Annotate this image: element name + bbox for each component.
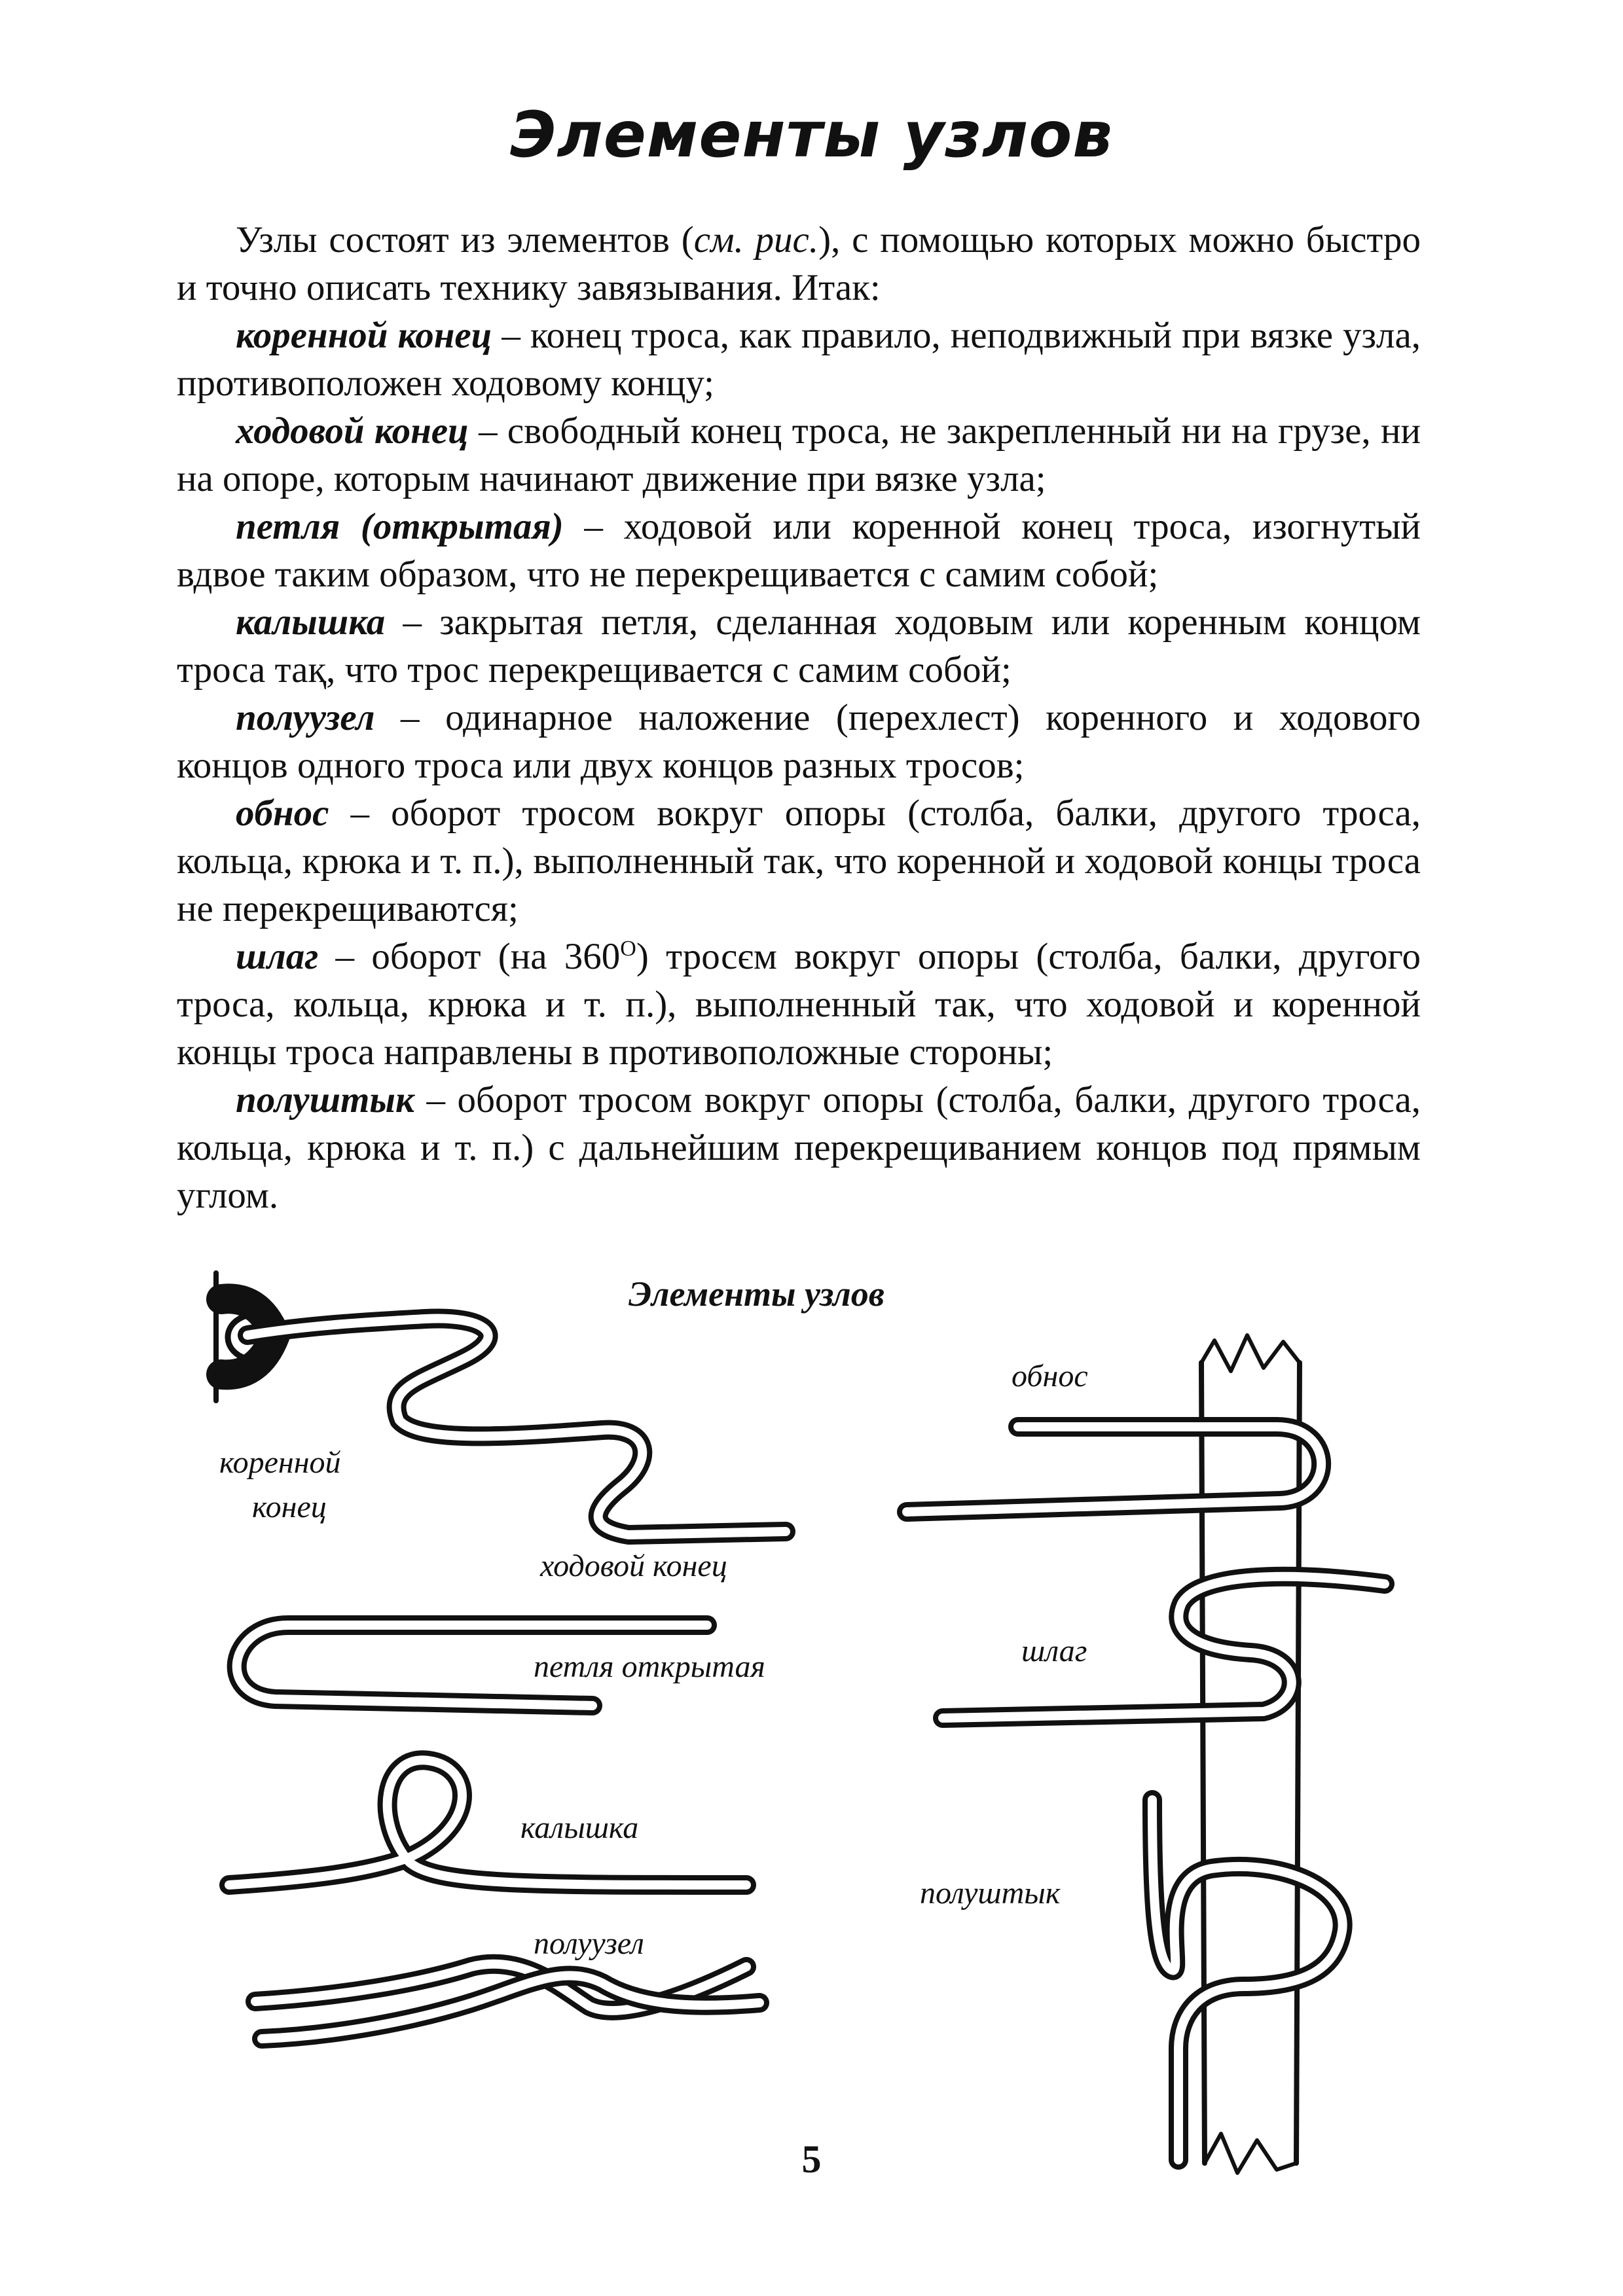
label-kalyshka: калышка — [520, 1810, 639, 1845]
definition-half-knot: полуузел – одинарное наложение (перехлест) коренного и ходового концов одного троса или двух концов разных тросов; — [177, 697, 1421, 786]
kalyshka-rope-icon — [229, 1760, 746, 1885]
obnos-rope-icon — [907, 1427, 1321, 1512]
figure-title: Элементы узлов — [629, 1274, 884, 1314]
definition-obnos: обнос – оборот тросом вокруг опоры (столба, балки, другого троса, кольца, крюка и т. п.), выполненный так, что коренной и ходовой концы троса не перекрещиваются; — [177, 793, 1421, 929]
definition-shlag: шлаг – оборот (на $360^O$) тросєм вокруг опоры (столба, балки, другого троса, кольца, крюка и т. п.), выполненный так, что ходовой и коренной концы троса направлены в противоположные стороны; — [177, 936, 1421, 1073]
label-root-end-line1: коренной — [219, 1445, 341, 1480]
half-hitch-rope-icon — [1152, 1800, 1343, 2160]
definition-kalyshka: калышка – закрытая петля, сделанная ходовым или коренным концом троса тақ, что трос перекрещивается с самим собой; — [177, 601, 1421, 691]
definition-running-end: ходовой конец – свободный конец троса, не закрепленный ни на грузе, ни на опоре, которым начинают движение при вязке узла; — [177, 410, 1421, 499]
intro-paragraph: Узлы состоят из элементов (см. рис.), с помощью которых можно быстро и точно описать технику завязывания. Итак: — [177, 219, 1421, 308]
post-icon — [1201, 1335, 1300, 2173]
label-root-end-line2: конец — [252, 1490, 327, 1524]
root-running-end-rope-icon — [247, 1318, 786, 1535]
page-title: Элементы узлов — [509, 98, 1114, 171]
page-number: 5 — [801, 2138, 822, 2181]
label-running-end: ходовой конец — [540, 1549, 727, 1583]
label-half-hitch: полуштык — [920, 1876, 1061, 1910]
figure-reference: см. рис. — [693, 219, 819, 260]
definition-open-loop: петля (открытая) – ходовой или коренной конец троса, изогнутый вдвое таким образом, что не перекрещивается с самим собой; — [177, 506, 1421, 595]
definition-half-hitch: полуштык – оборот тросом вокруг опоры (столба, балки, другого троса, кольца, крюка и т. п.) с дальнейшим перекрещиванием концов под прямым углом. — [177, 1079, 1421, 1216]
half-knot-rope-icon — [255, 1964, 759, 2039]
label-obnos: обнос — [1012, 1359, 1088, 1393]
definition-root-end: коренной конец – конец троса, как правило, неподвижный при вязке узла, противоположен ходовому концу; — [177, 315, 1421, 404]
label-open-loop: петля открытая — [534, 1649, 765, 1684]
label-half-knot: полуузел — [534, 1926, 644, 1961]
label-shlag: шлаг — [1021, 1634, 1087, 1668]
shlag-rope-icon — [943, 1577, 1385, 1718]
